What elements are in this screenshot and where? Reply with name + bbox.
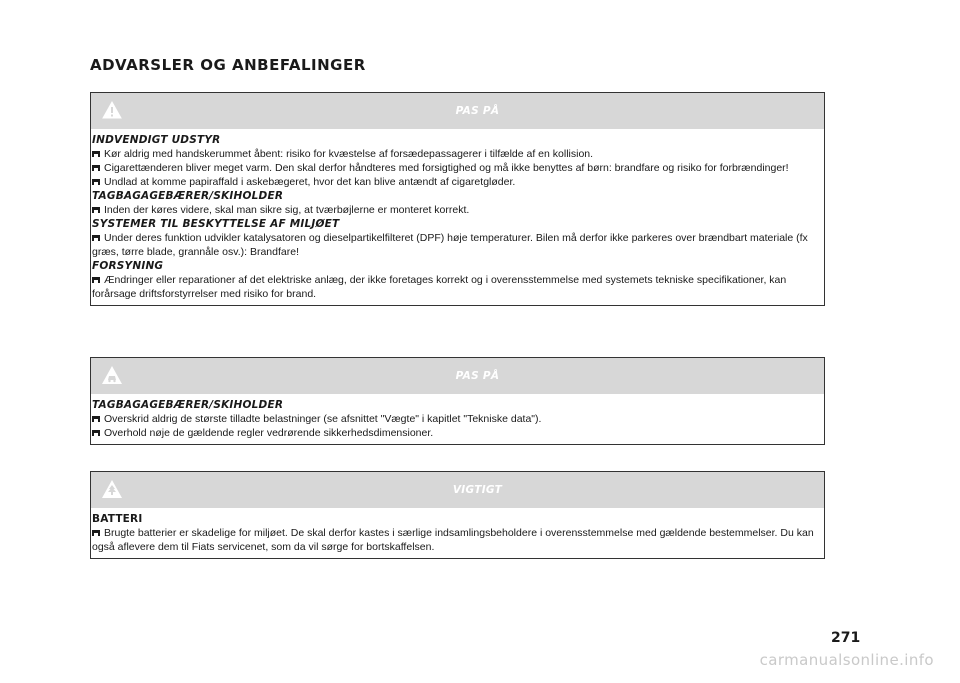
- paragraph: [92, 412, 822, 426]
- bullet-icon: [92, 165, 100, 171]
- paragraph-text: Overskrid aldrig de største tilladte belastninger (se afsnittet "Vægte" i kapitlet "Tekniske data").: [104, 413, 542, 425]
- paragraph-text: Kør aldrig med handskerummet åbent: risiko for kvæstelse af forsædepassagerer i tilfælde af en kollision.: [104, 148, 594, 160]
- box-header: [91, 472, 824, 508]
- paragraph-text: Cigarettænderen bliver meget varm. Den skal derfor håndteres med forsigtighed og må ikke benyttes af børn: brandfare og risiko for forbrændinger!: [104, 162, 789, 174]
- paragraph: [92, 526, 822, 554]
- warning-box-roof-rack: [90, 357, 825, 445]
- page-number: 271: [831, 630, 861, 646]
- paragraph: [92, 203, 822, 217]
- bullet-icon: [92, 207, 100, 213]
- bullet-icon: [92, 416, 100, 422]
- paragraph-text: Undlad at komme papiraffald i askebægeret, hvor det kan blive antændt af cigaretgløder.: [104, 176, 516, 188]
- paragraph: [92, 147, 822, 161]
- bullet-icon: [92, 235, 100, 241]
- section-heading: TAGBAGAGEBÆRER/SKIHOLDER: [92, 399, 284, 411]
- paragraph-text: Ændringer eller reparationer af det elektriske anlæg, der ikke foretages korrekt og i overensstemmelse med systemets tekniske specifikationer, kan forårsage driftsforstyrrelser med risiko for brand.: [92, 274, 787, 300]
- warning-box-interior: [90, 92, 825, 306]
- box-body: [91, 508, 824, 558]
- section-heading: TAGBAGAGEBÆRER/SKIHOLDER: [92, 190, 284, 202]
- box-header-label: VIGTIGT: [452, 484, 503, 496]
- paragraph: [92, 273, 822, 301]
- paragraph-text: Under deres funktion udvikler katalysatoren og dieselpartikelfilteret (DPF) høje temperaturer. Bilen må derfor ikke parkeres over brændbart materiale (fx græs, tørre blade, grannåle osv.): Brandfare!: [92, 232, 808, 258]
- paragraph: [92, 231, 822, 259]
- bullet-icon: [92, 277, 100, 283]
- bullet-icon: [92, 151, 100, 157]
- watermark: carmanualsonline.info: [759, 651, 934, 669]
- box-header-label: PAS PÅ: [455, 370, 500, 382]
- bullet-icon: [92, 430, 100, 436]
- section-heading: BATTERI: [92, 513, 143, 525]
- section-heading: SYSTEMER TIL BESKYTTELSE AF MILJØET: [92, 218, 340, 230]
- paragraph-text: Brugte batterier er skadelige for miljøet. De skal derfor kastes i særlige indsamlingsbeholdere i overensstemmelse med gældende bestemmelser. Du kan også aflevere dem til Fiats servicenet, som da vil sørge for bortskaffelsen.: [92, 527, 814, 553]
- box-body: [91, 394, 824, 444]
- box-header: [91, 93, 824, 129]
- paragraph: [92, 161, 822, 175]
- bullet-icon: [92, 179, 100, 185]
- paragraph-text: Inden der køres videre, skal man sikre sig, at tværbøjlerne er monteret korrekt.: [104, 204, 470, 216]
- box-header-label: PAS PÅ: [455, 105, 500, 117]
- box-header: [91, 358, 824, 394]
- important-box-battery: [90, 471, 825, 559]
- section-heading: INDVENDIGT UDSTYR: [92, 134, 221, 146]
- bullet-icon: [92, 530, 100, 536]
- page-title: ADVARSLER OG ANBEFALINGER: [90, 56, 366, 74]
- section-heading: FORSYNING: [92, 260, 164, 272]
- paragraph: [92, 175, 822, 189]
- box-body: [91, 129, 824, 305]
- paragraph-text: Overhold nøje de gældende regler vedrørende sikkerhedsdimensioner.: [104, 427, 434, 439]
- paragraph: [92, 426, 822, 440]
